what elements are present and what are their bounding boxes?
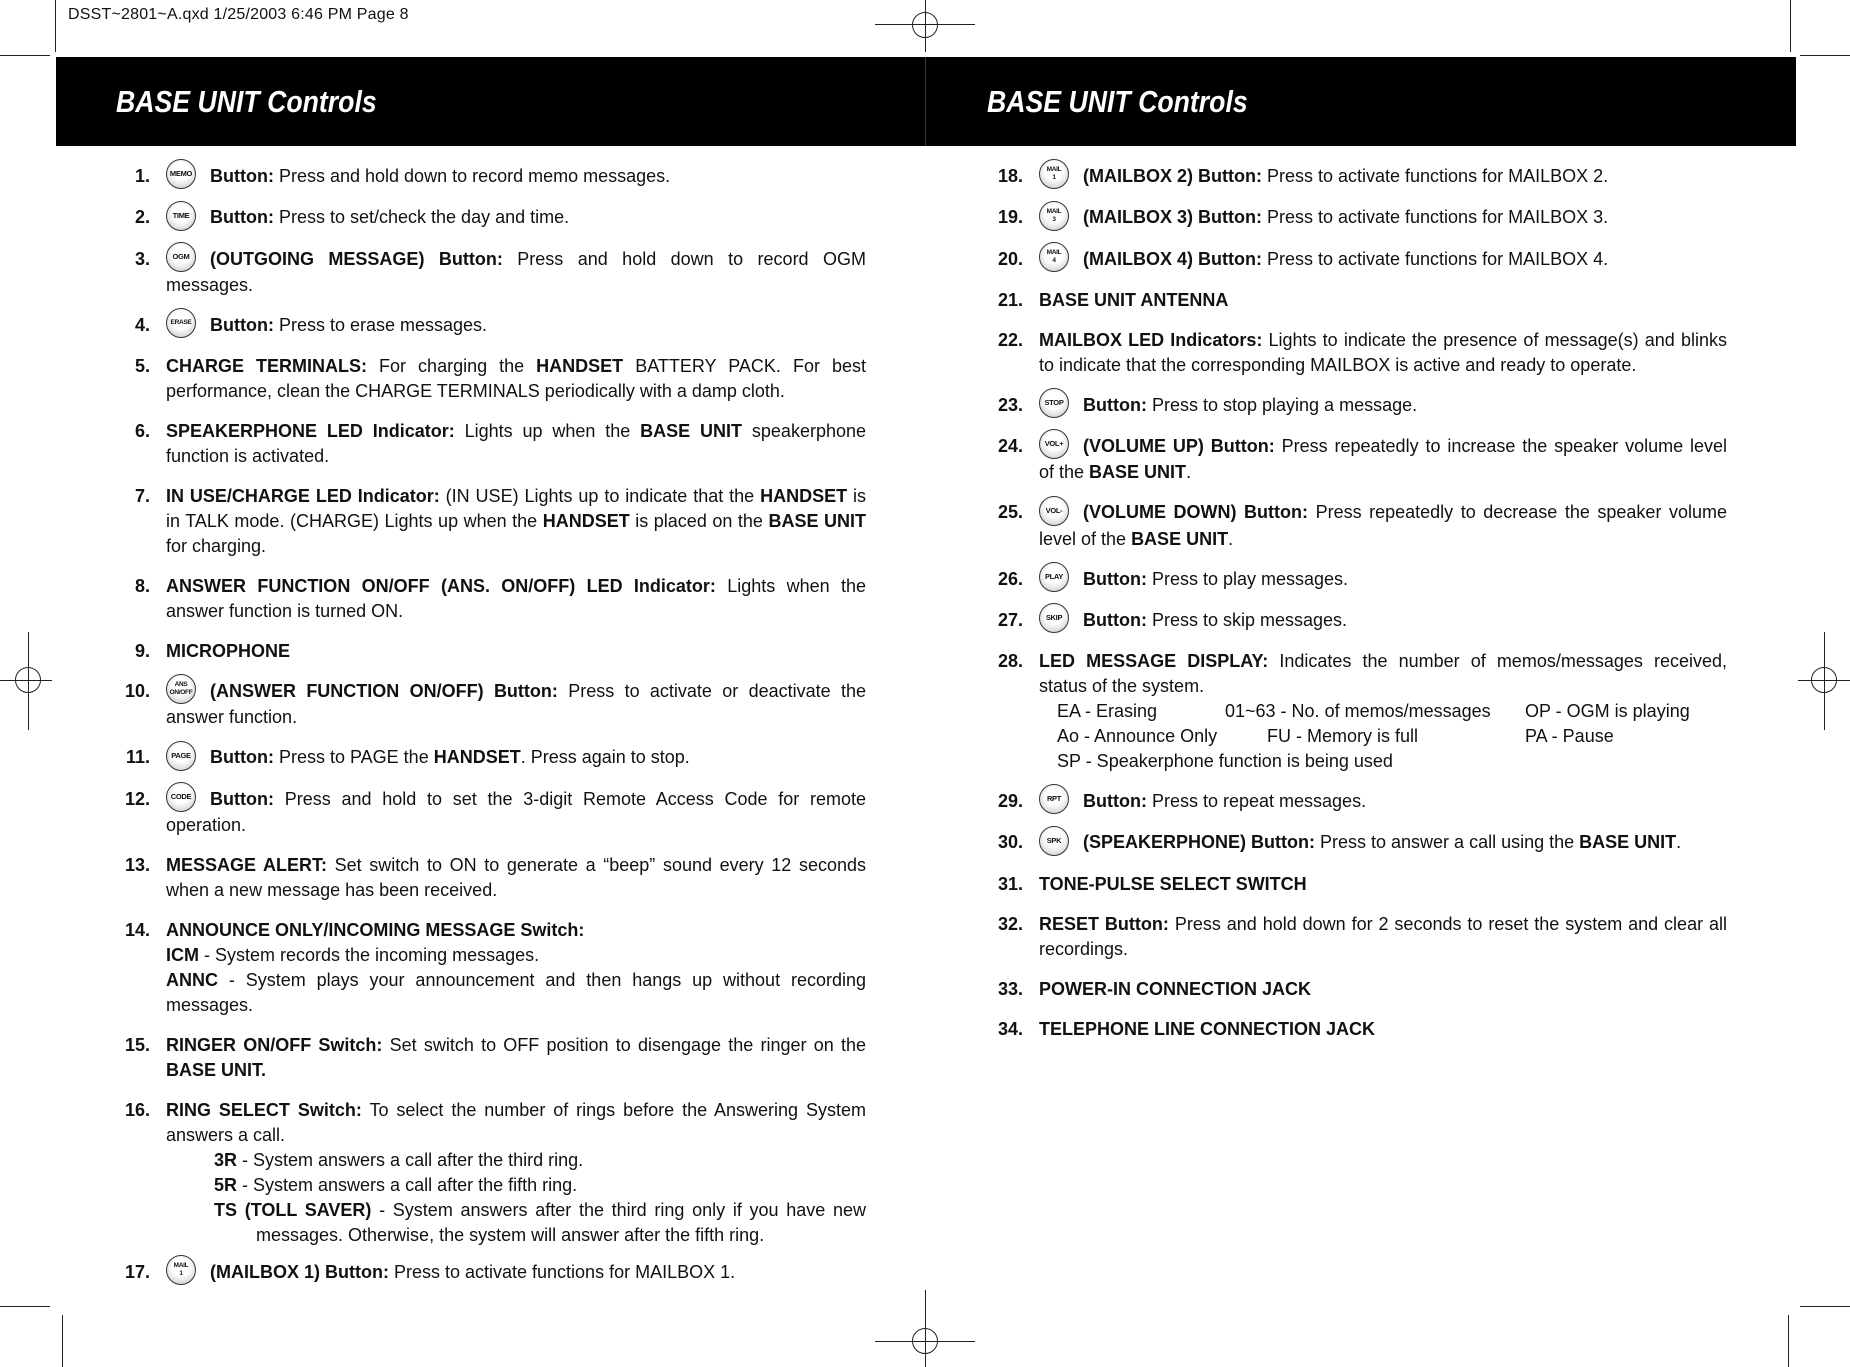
- item-text: . Press again to stop.: [520, 747, 690, 768]
- list-item: [985, 608, 1727, 634]
- item-number: 4.: [134, 314, 150, 335]
- ring-options: [166, 1148, 866, 1248]
- item-text: Lights up when the: [454, 421, 641, 441]
- item-label: RESET Button:: [1039, 913, 1169, 934]
- volume-up-button-icon: VOL+: [1039, 429, 1069, 459]
- item-text: is placed on the: [629, 511, 769, 531]
- item-text: Press to erase messages.: [273, 314, 488, 335]
- list-item: [112, 247, 866, 298]
- ring-option-3r: [214, 1148, 866, 1173]
- item-text: Press to activate functions for MAILBOX 1.: [388, 1261, 736, 1282]
- item-text: .: [1186, 462, 1192, 483]
- code-button-icon: CODE: [166, 782, 196, 812]
- list-item: [112, 1033, 866, 1083]
- item-label: Button:: [1083, 791, 1147, 811]
- skip-button-icon: SKIP: [1039, 603, 1069, 633]
- display-code: 01~63 - No. of memos/messages: [1225, 701, 1491, 721]
- list-item: [112, 354, 866, 404]
- item-number: 28.: [997, 651, 1023, 671]
- item-text: Press and hold to set the 3-digit Remote Access Code for remote operation.: [166, 788, 866, 835]
- item-number: 15.: [124, 1034, 150, 1055]
- item-text: Press and hold down for 2 seconds to reset the system and clear all recordings.: [1039, 913, 1728, 959]
- item-number: 7.: [134, 486, 150, 506]
- list-item: [985, 500, 1727, 551]
- display-code: OP - OGM is playing: [1525, 701, 1690, 721]
- speakerphone-button-icon: SPK: [1039, 826, 1069, 856]
- item-label: Button:: [1083, 394, 1147, 415]
- item-emphasis: HANDSET: [542, 511, 630, 531]
- page-button-icon: PAGE: [166, 741, 196, 771]
- item-text: .: [1228, 528, 1234, 549]
- item-label: SPEAKERPHONE LED Indicator:: [166, 421, 455, 441]
- item-number: 17.: [124, 1261, 150, 1282]
- item-label: Button:: [210, 747, 274, 768]
- list-item: [985, 912, 1727, 962]
- icon-text: 3: [1052, 215, 1056, 223]
- item-number: 13.: [124, 854, 150, 875]
- list-item: [112, 313, 866, 339]
- item-number: 14.: [124, 919, 150, 940]
- item-label: Button:: [1083, 609, 1147, 630]
- item-number: 31.: [997, 873, 1023, 894]
- mailbox-1-button-icon: [166, 1255, 196, 1285]
- item-emphasis: ANNC: [166, 969, 218, 990]
- item-text: speakerphone function is activated.: [166, 421, 866, 466]
- item-label: (MAILBOX 2) Button:: [1083, 166, 1262, 186]
- item-text: Press to stop playing a message.: [1146, 394, 1418, 415]
- item-text: - System answers a call after the fifth ring.: [237, 1174, 578, 1195]
- item-label: Button:: [210, 314, 274, 335]
- item-emphasis: HANDSET: [433, 747, 521, 768]
- item-text: - System answers after the third ring only if you have new messages. Otherwise, the system will answer after the fifth ring.: [256, 1199, 866, 1245]
- item-text: To select the number of rings before the Answering System answers a call.: [166, 1099, 866, 1145]
- item-label: RING SELECT Switch:: [166, 1099, 362, 1120]
- icon-text: 1: [179, 1270, 183, 1277]
- list-item: [112, 745, 866, 771]
- list-item: [985, 434, 1727, 485]
- item-emphasis: HANDSET: [760, 486, 848, 506]
- registration-line: [28, 632, 29, 730]
- item-text: is in TALK mode. (CHARGE) Lights up when the: [166, 486, 866, 531]
- list-item: [112, 484, 866, 559]
- list-item: [985, 164, 1727, 190]
- item-number: 32.: [997, 913, 1023, 934]
- icon-text: MAIL: [1046, 166, 1062, 174]
- header-divider: [925, 57, 926, 146]
- list-item: [985, 872, 1727, 897]
- item-label: (SPEAKERPHONE) Button:: [1083, 832, 1315, 853]
- item-emphasis: BASE UNIT: [1579, 832, 1677, 853]
- repeat-button-icon: RPT: [1039, 784, 1069, 814]
- item-text: Lights to indicate the presence of message(s) and blinks to indicate that the corresponding MAILBOX is active and ready to operate.: [1039, 329, 1727, 375]
- item-label: MICROPHONE: [166, 641, 291, 661]
- display-code: EA - Erasing: [1057, 701, 1158, 721]
- display-code: PA - Pause: [1525, 726, 1614, 746]
- item-number: 21.: [997, 289, 1023, 310]
- item-text: (IN USE) Lights up to indicate that the: [439, 486, 761, 506]
- list-item: [112, 419, 866, 469]
- item-text: Press to repeat messages.: [1146, 791, 1367, 811]
- item-number: 26.: [997, 568, 1023, 589]
- display-code: FU - Memory is full: [1267, 726, 1419, 746]
- item-label: Button:: [210, 788, 274, 809]
- list-item: [112, 918, 866, 1018]
- registration-line: [0, 680, 52, 681]
- item-label: LED MESSAGE DISPLAY:: [1039, 651, 1269, 671]
- icon-text: 1: [1052, 174, 1056, 182]
- item-text: Press repeatedly to decrease the speaker volume level of the: [1039, 502, 1727, 549]
- item-number: 20.: [997, 248, 1023, 269]
- display-code: SP - Speakerphone function is being used: [1057, 751, 1393, 771]
- item-number: 19.: [997, 207, 1023, 228]
- list-item: [112, 1260, 866, 1286]
- item-emphasis: TS (TOLL SAVER): [214, 1199, 372, 1220]
- item-text: - System records the incoming messages.: [199, 944, 540, 965]
- mailbox-4-button-icon: [1039, 242, 1069, 272]
- item-text: for charging.: [166, 536, 267, 556]
- left-column: [112, 164, 866, 1286]
- item-label: (ANSWER FUNCTION ON/OFF) Button:: [210, 681, 558, 701]
- item-number: 25.: [997, 502, 1023, 523]
- item-label: TELEPHONE LINE CONNECTION JACK: [1039, 1018, 1376, 1039]
- item-label: (VOLUME DOWN) Button:: [1083, 502, 1309, 523]
- item-label: (MAILBOX 3) Button:: [1083, 207, 1262, 228]
- item-label: TONE-PULSE SELECT SWITCH: [1039, 873, 1307, 894]
- icon-text: ANS: [174, 681, 188, 689]
- list-item: [112, 639, 866, 664]
- list-item: [985, 649, 1727, 774]
- item-number: 8.: [134, 576, 150, 596]
- time-button-icon: TIME: [166, 201, 196, 231]
- item-emphasis: BASE UNIT: [768, 511, 866, 531]
- crop-mark: [1788, 1315, 1789, 1367]
- item-number: 23.: [997, 394, 1023, 415]
- item-label: MESSAGE ALERT:: [166, 854, 327, 875]
- item-number: 16.: [124, 1099, 150, 1120]
- item-text: BATTERY PACK. For best performance, clean the CHARGE TERMINALS periodically with a damp cloth.: [166, 356, 866, 401]
- item-text: .: [1676, 832, 1682, 853]
- mailbox-3-button-icon: [1039, 201, 1069, 231]
- display-code: Ao - Announce Only: [1057, 726, 1218, 746]
- item-text: Press to activate functions for MAILBOX 2.: [1261, 166, 1609, 186]
- item-number: 1.: [134, 166, 150, 186]
- item-text: Press to activate functions for MAILBOX 4.: [1261, 248, 1609, 269]
- registration-line: [925, 0, 926, 52]
- item-text: Press to answer a call using the: [1315, 832, 1580, 853]
- item-text: Set switch to ON to generate a “beep” sound every 12 seconds when a new message has been received.: [166, 854, 867, 900]
- item-number: 29.: [997, 791, 1023, 811]
- item-number: 6.: [134, 421, 150, 441]
- list-item: [112, 853, 866, 903]
- crop-mark: [0, 55, 50, 56]
- item-emphasis: 3R: [214, 1149, 238, 1170]
- item-label: ANSWER FUNCTION ON/OFF (ANS. ON/OFF) LED Indicator:: [166, 576, 716, 596]
- play-button-icon: PLAY: [1039, 562, 1069, 592]
- item-emphasis: ICM: [166, 944, 199, 965]
- list-item: [112, 205, 866, 231]
- list-item: [985, 328, 1727, 378]
- stop-button-icon: STOP: [1039, 388, 1069, 418]
- item-number: 2.: [134, 207, 150, 228]
- item-emphasis: BASE UNIT: [1131, 528, 1229, 549]
- item-label: (VOLUME UP) Button:: [1083, 436, 1275, 456]
- item-label: Button:: [1083, 568, 1147, 589]
- item-text: - System answers a call after the third ring.: [237, 1149, 584, 1170]
- item-label: ANNOUNCE ONLY/INCOMING MESSAGE Switch:: [166, 919, 585, 940]
- item-label: MAILBOX LED Indicators:: [1039, 329, 1263, 350]
- icm-line: [166, 943, 866, 968]
- crop-mark: [1800, 1306, 1850, 1307]
- volume-down-button-icon: VOL-: [1039, 496, 1069, 526]
- ring-option-5r: [214, 1173, 866, 1198]
- item-number: 33.: [997, 978, 1023, 999]
- item-text: Press to play messages.: [1146, 568, 1349, 589]
- item-text: Press and hold down to record memo messages.: [273, 166, 671, 186]
- icon-text: 4: [1052, 256, 1056, 264]
- icon-text: MAIL: [1046, 248, 1062, 256]
- list-item: [112, 679, 866, 730]
- item-number: 24.: [997, 436, 1023, 456]
- icon-text: MAIL: [173, 1262, 189, 1269]
- item-number: 18.: [997, 166, 1023, 186]
- list-item: [985, 205, 1727, 231]
- list-item: [112, 787, 866, 838]
- list-item: [985, 288, 1727, 313]
- list-item: [985, 1017, 1727, 1042]
- icon-text: ON/OFF: [169, 689, 193, 697]
- item-text: Press to PAGE the: [273, 747, 434, 768]
- crop-mark: [55, 0, 56, 52]
- item-text: Press and hold down to record OGM messages.: [166, 248, 866, 295]
- crop-mark: [1800, 55, 1850, 56]
- item-label: RINGER ON/OFF Switch:: [166, 1034, 383, 1055]
- ring-option-ts: [214, 1198, 866, 1248]
- right-column: [985, 164, 1727, 1042]
- registration-line: [925, 1290, 926, 1367]
- crop-mark: [62, 1315, 63, 1367]
- item-label: POWER-IN CONNECTION JACK: [1039, 978, 1312, 999]
- item-text: Press to activate or deactivate the answer function.: [166, 681, 866, 728]
- item-label: (MAILBOX 1) Button:: [210, 1261, 389, 1282]
- icon-text: MAIL: [1046, 207, 1062, 215]
- item-label: (MAILBOX 4) Button:: [1083, 248, 1262, 269]
- item-text: Set switch to OFF position to disengage the ringer on the: [382, 1034, 866, 1055]
- item-emphasis: 5R: [214, 1174, 238, 1195]
- registration-line: [1824, 632, 1825, 730]
- item-text: Press to skip messages.: [1146, 609, 1348, 630]
- list-item: [985, 393, 1727, 419]
- item-number: 5.: [134, 356, 150, 376]
- item-emphasis: BASE UNIT.: [166, 1059, 267, 1080]
- crop-mark: [0, 1306, 50, 1307]
- list-item: [985, 977, 1727, 1002]
- item-number: 27.: [997, 609, 1023, 630]
- item-text: Press to activate functions for MAILBOX 3.: [1261, 207, 1609, 228]
- list-item: [112, 574, 866, 624]
- item-number: 22.: [997, 329, 1023, 350]
- item-number: 34.: [997, 1018, 1023, 1039]
- list-item: [112, 164, 866, 190]
- list-item: [985, 567, 1727, 593]
- item-label: IN USE/CHARGE LED Indicator:: [166, 486, 440, 506]
- item-number: 9.: [134, 641, 150, 661]
- erase-button-icon: ERASE: [166, 308, 196, 338]
- item-number: 30.: [997, 832, 1023, 853]
- item-text: Press to set/check the day and time.: [273, 207, 570, 228]
- item-number: 11.: [125, 747, 150, 768]
- ans-on-off-button-icon: [166, 674, 196, 704]
- list-item: [985, 247, 1727, 273]
- item-text: Lights when the answer function is turned ON.: [166, 576, 866, 621]
- item-label: BASE UNIT ANTENNA: [1039, 289, 1229, 310]
- list-item: [985, 789, 1727, 815]
- item-text: Indicates the number of memos/messages received, status of the system.: [1039, 651, 1727, 696]
- item-number: 3.: [134, 248, 150, 269]
- crop-mark: [1790, 0, 1791, 52]
- memo-button-icon: MEMO: [166, 159, 196, 189]
- item-label: (OUTGOING MESSAGE) Button:: [210, 248, 503, 269]
- display-codes: [1039, 699, 1727, 774]
- item-text: Press repeatedly to increase the speaker volume level of the: [1039, 436, 1728, 483]
- item-emphasis: BASE UNIT: [1089, 462, 1187, 483]
- list-item: [112, 1098, 866, 1248]
- item-label: Button:: [210, 166, 274, 186]
- mailbox-2-button-icon: [1039, 159, 1069, 189]
- item-label: Button:: [210, 207, 274, 228]
- annc-line: [166, 968, 866, 1018]
- left-page-title: BASE UNIT Controls: [116, 84, 377, 119]
- item-number: 12.: [124, 788, 150, 809]
- item-emphasis: HANDSET: [536, 356, 624, 376]
- item-label: CHARGE TERMINALS:: [166, 356, 368, 376]
- ogm-button-icon: OGM: [166, 242, 196, 272]
- item-text: For charging the: [367, 356, 537, 376]
- item-text: - System plays your announcement and then hangs up without recording messages.: [166, 969, 866, 1015]
- item-number: 10.: [124, 681, 150, 701]
- item-emphasis: BASE UNIT: [640, 421, 743, 441]
- right-page-title: BASE UNIT Controls: [987, 84, 1248, 119]
- list-item: [985, 830, 1727, 856]
- print-slug: DSST~2801~A.qxd 1/25/2003 6:46 PM Page 8: [68, 6, 409, 23]
